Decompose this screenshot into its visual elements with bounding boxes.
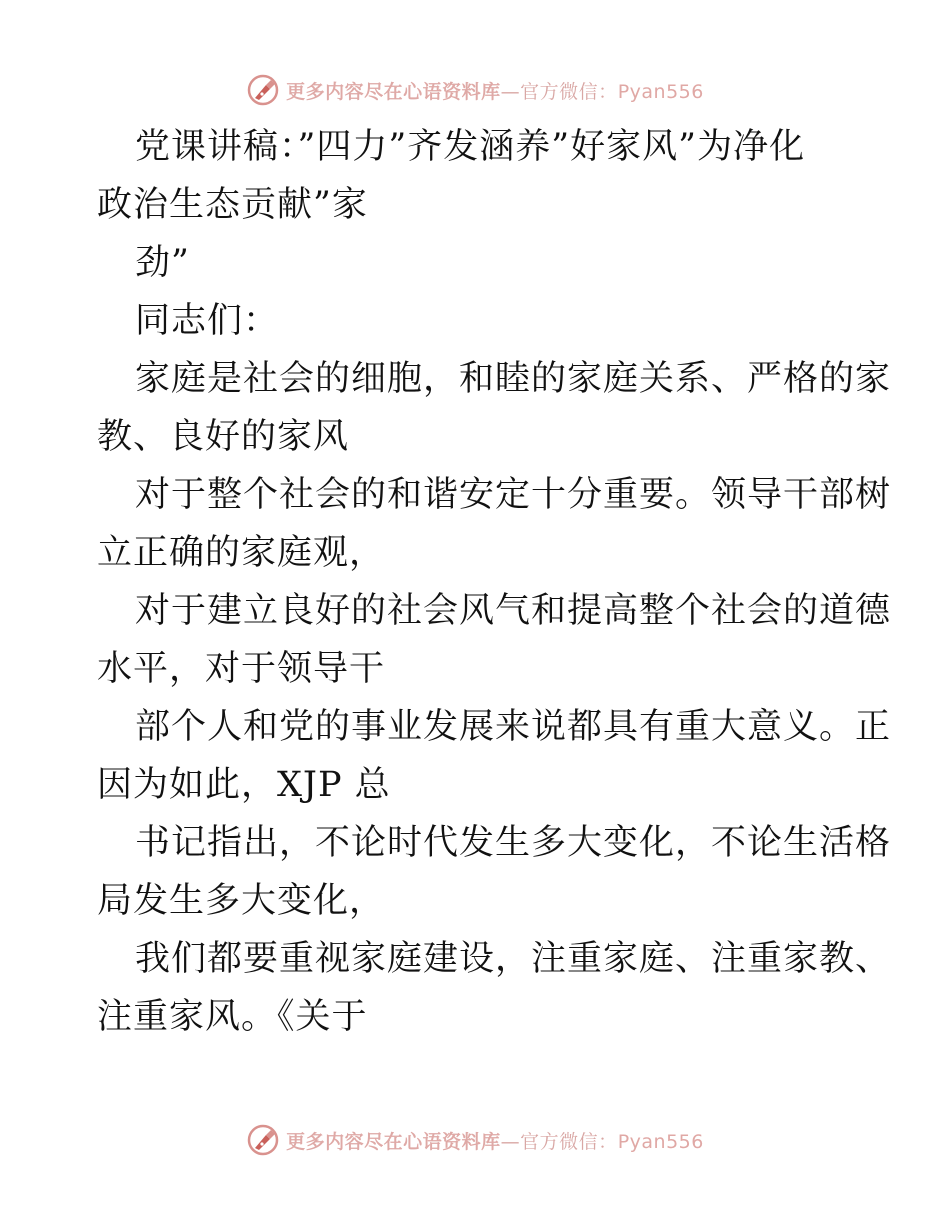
document-body bbox=[97, 118, 892, 1046]
document-line: 注重家风。《关于 bbox=[97, 997, 368, 1037]
watermark-separator: — bbox=[500, 80, 521, 103]
document-line: 教、良好的家风 bbox=[97, 417, 350, 457]
header-watermark bbox=[0, 70, 950, 110]
document-line: 对于整个社会的和谐安定十分重要。领导干部树 bbox=[135, 475, 892, 515]
document-line: 部个人和党的事业发展来说都具有重大意义。正 bbox=[135, 707, 892, 747]
document-line: 对于建立良好的社会风气和提高整个社会的道德 bbox=[135, 591, 892, 631]
watermark-text bbox=[286, 77, 704, 104]
document-line: 同志们： bbox=[135, 301, 280, 341]
watermark-main-text: 更多内容尽在心语资料库 bbox=[286, 1130, 501, 1153]
document-line: 立正确的家庭观， bbox=[97, 533, 386, 573]
watermark-wechat-label: 官方微信： bbox=[520, 1130, 618, 1153]
watermark-main-text: 更多内容尽在心语资料库 bbox=[286, 80, 501, 103]
watermark-wechat-id: Pyan556 bbox=[617, 1130, 704, 1153]
pen-nib-logo-icon bbox=[246, 73, 280, 107]
watermark-content bbox=[246, 1123, 704, 1157]
watermark-separator: — bbox=[500, 1130, 521, 1153]
watermark-content bbox=[246, 73, 704, 107]
document-line: 我们都要重视家庭建设，注重家庭、注重家教、 bbox=[135, 939, 892, 979]
footer-watermark bbox=[0, 1120, 950, 1160]
pen-nib-logo-icon bbox=[246, 1123, 280, 1157]
watermark-wechat-label: 官方微信： bbox=[520, 80, 618, 103]
document-line: 书记指出，不论时代发生多大变化，不论生活格 bbox=[135, 823, 892, 863]
watermark-text bbox=[286, 1127, 704, 1154]
document-line: 水平，对于领导干 bbox=[97, 649, 386, 689]
document-line: 党课讲稿：”四力”齐发涵养”好家风”为净化 bbox=[135, 127, 806, 167]
watermark-wechat-id: Pyan556 bbox=[617, 80, 704, 103]
document-line: 政治生态贡献”家 bbox=[97, 185, 368, 225]
document-line: 因为如此，XJP 总 bbox=[97, 765, 391, 805]
document-line: 家庭是社会的细胞，和睦的家庭关系、严格的家 bbox=[135, 359, 892, 399]
document-line: 劲” bbox=[135, 243, 190, 283]
document-line: 局发生多大变化， bbox=[97, 881, 386, 921]
